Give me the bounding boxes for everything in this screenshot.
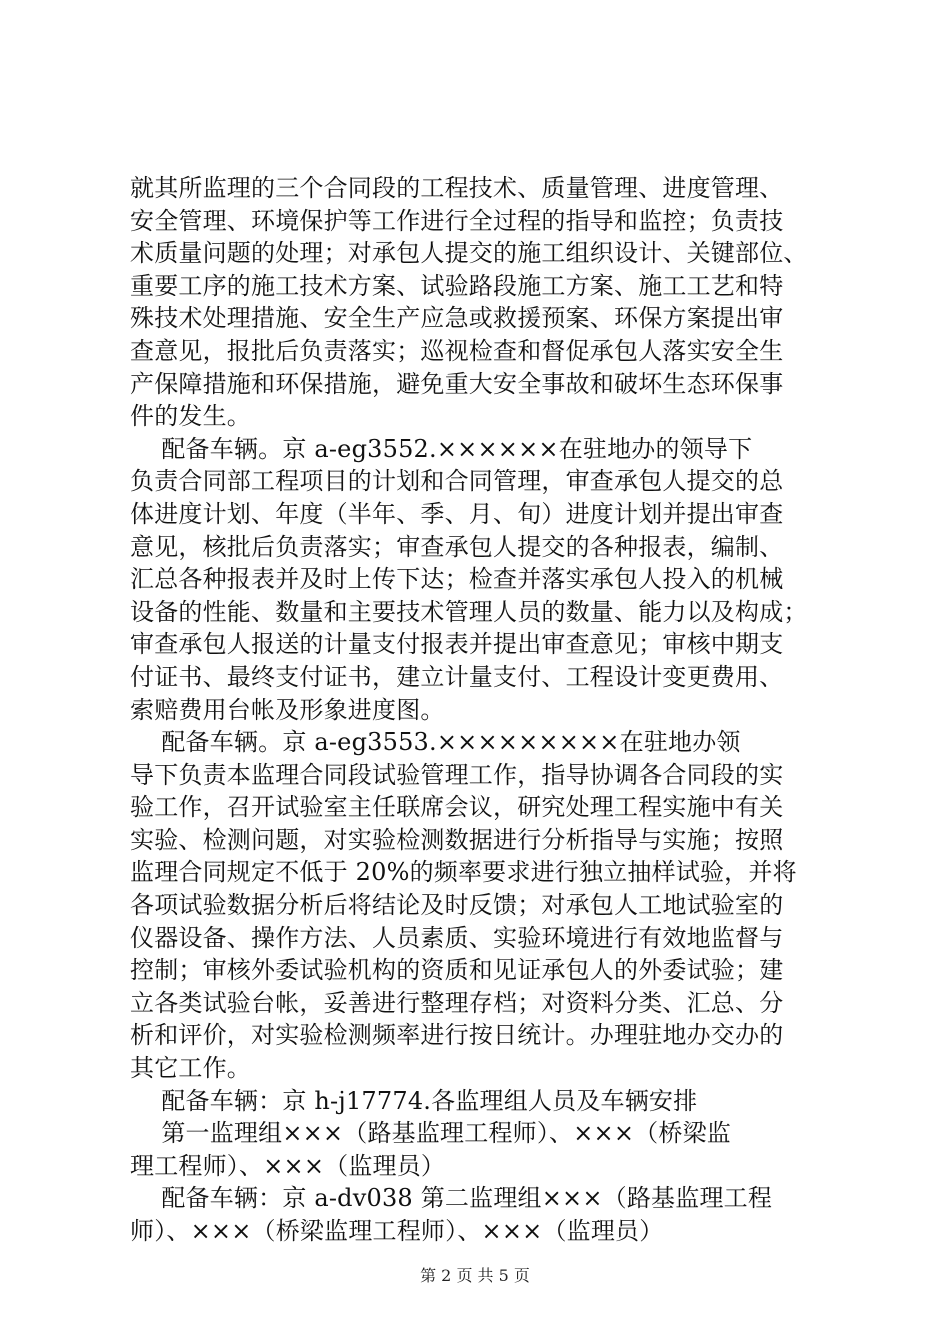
text-line: 付证书、最终支付证书，建立计量支付、工程设计变更费用、	[130, 662, 784, 691]
text-line: 配备车辆。京 a-eg3553.×××××××××在驻地办领	[130, 728, 741, 757]
text-line: 负责合同部工程项目的计划和合同管理，审查承包人提交的总	[130, 467, 784, 496]
text-line: 意见，核批后负责落实；审查承包人提交的各种报表，编制、	[130, 532, 784, 561]
text-line: 实验、检测问题，对实验检测数据进行分析指导与实施；按照	[130, 825, 784, 854]
text-line: 设备的性能、数量和主要技术管理人员的数量、能力以及构成；	[130, 597, 808, 626]
text-line: 师）、×××（桥梁监理工程师）、×××（监理员）	[130, 1217, 664, 1245]
text-line: 验工作，召开试验室主任联席会议，研究处理工程实施中有关	[130, 793, 784, 822]
text-line: 产保障措施和环保措施，避免重大安全事故和破坏生态环保事	[130, 369, 784, 398]
text-line: 配备车辆：京 h-j17774.各监理组人员及车辆安排	[130, 1086, 698, 1115]
text-line: 就其所监理的三个合同段的工程技术、质量管理、进度管理、	[130, 174, 784, 202]
text-line: 体进度计划、年度（半年、季、月、旬）进度计划并提出审查	[130, 499, 784, 528]
text-line: 配备车辆。京 a-eg3552.××××××在驻地办的领导下	[130, 434, 753, 463]
text-line: 立各类试验台帐，妥善进行整理存档；对资料分类、汇总、分	[130, 988, 784, 1017]
text-line: 仪器设备、操作方法、人员素质、实验环境进行有效地监督与	[130, 923, 784, 952]
text-line: 配备车辆：京 a-dv038 第二监理组×××（路基监理工程	[130, 1184, 773, 1213]
text-line: 析和评价，对实验检测频率进行按日统计。办理驻地办交办的	[130, 1021, 784, 1050]
text-line: 安全管理、环境保护等工作进行全过程的指导和监控；负责技	[130, 206, 784, 235]
text-line: 监理合同规定不低于 20%的频率要求进行独立抽样试验，并将	[130, 858, 797, 887]
text-line: 查意见，报批后负责落实；巡视检查和督促承包人落实安全生	[130, 336, 784, 365]
text-line: 重要工序的施工技术方案、试验路段施工方案、施工工艺和特	[130, 271, 784, 300]
text-line: 殊技术处理措施、安全生产应急或救援预案、环保方案提出审	[130, 304, 784, 333]
text-line: 导下负责本监理合同段试验管理工作，指导协调各合同段的实	[130, 760, 784, 789]
text-line: 控制；审核外委试验机构的资质和见证承包人的外委试验；建	[130, 956, 784, 985]
text-line: 索赔费用台帐及形象进度图。	[130, 695, 445, 724]
text-line: 第一监理组×××（路基监理工程师）、×××（桥梁监	[130, 1119, 731, 1148]
text-line: 理工程师）、×××（监理员）	[130, 1151, 446, 1180]
text-line: 其它工作。	[130, 1054, 251, 1083]
text-line: 汇总各种报表并及时上传下达；检查并落实承包人投入的机械	[130, 565, 784, 594]
text-line: 各项试验数据分析后将结论及时反馈；对承包人工地试验室的	[130, 891, 784, 920]
page-footer: 第 2 页 共 5 页	[420, 1266, 530, 1285]
text-line: 术质量问题的处理；对承包人提交的施工组织设计、关键部位、	[130, 239, 808, 268]
text-line: 件的发生。	[130, 402, 251, 431]
document-body	[130, 172, 840, 1248]
text-line: 审查承包人报送的计量支付报表并提出审查意见；审核中期支	[130, 630, 784, 659]
